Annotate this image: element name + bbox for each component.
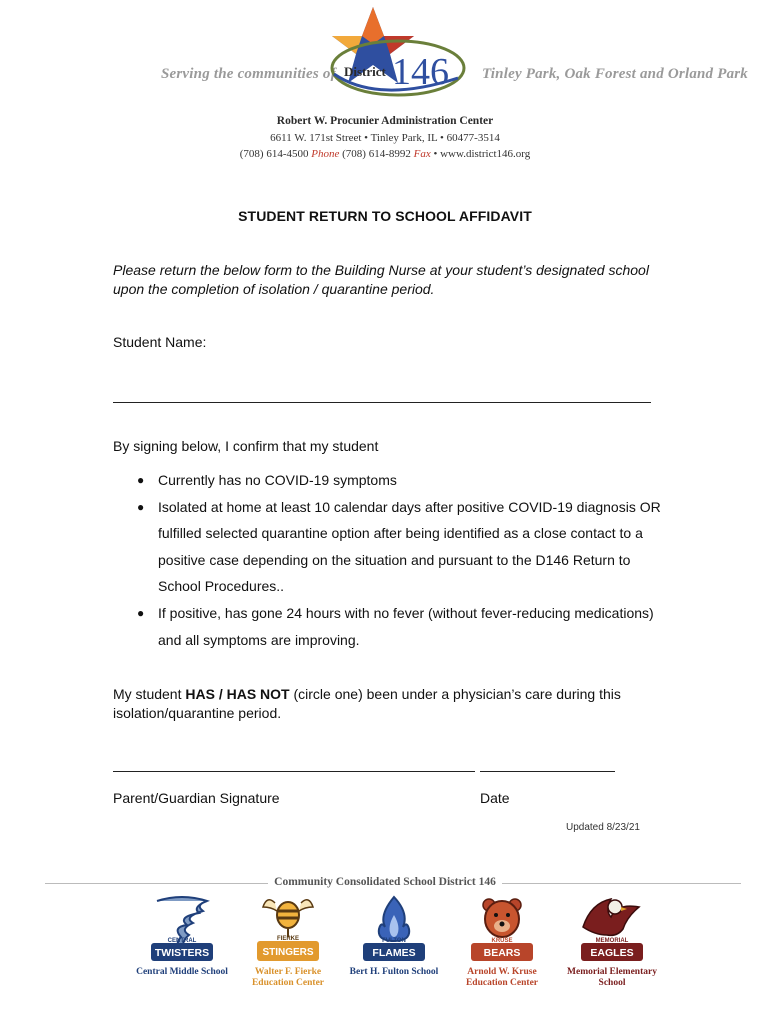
- signature-line[interactable]: [113, 771, 475, 772]
- phone-label: Phone: [311, 148, 340, 160]
- fax-label: Fax: [413, 148, 431, 160]
- bullet-text: If positive, has gone 24 hours with no fever (without fever-reducing medications) and all symptoms are improving.: [158, 604, 654, 648]
- school-name: Central Middle School: [136, 967, 228, 977]
- school-kruse: [447, 893, 557, 989]
- svg-text:MEMORIAL: MEMORIAL: [595, 938, 629, 944]
- has-has-not-choice[interactable]: HAS / HAS NOT: [185, 686, 290, 702]
- physician-suffix: (circle one) been under a physician’s care during this isolation/quarantine period.: [113, 686, 621, 721]
- confirm-text: By signing below, I confirm that my student: [113, 438, 379, 454]
- school-fulton: [339, 893, 449, 978]
- bullet-text: Currently has no COVID-19 symptoms: [158, 472, 397, 488]
- school-memorial: [557, 893, 667, 989]
- updated-date: Updated 8/23/21: [566, 822, 640, 833]
- svg-text:FULTON: FULTON: [382, 938, 406, 944]
- logo-word: District: [344, 64, 386, 79]
- school-name: Walter F. Fierke Education Center: [251, 967, 325, 988]
- eagle-icon: [577, 893, 647, 965]
- form-title: STUDENT RETURN TO SCHOOL AFFIDAVIT: [238, 208, 532, 224]
- svg-text:EAGLES: EAGLES: [590, 947, 634, 959]
- bullet-text: Isolated at home at least 10 calendar days after positive COVID-19 diagnosis OR fulfilled selected quarantine option after being identified as a close contact to a positive case depending on the situation and pursuant to the D146 Return to School Procedures..: [158, 498, 661, 595]
- physician-statement: [113, 685, 673, 723]
- admin-center-name: Robert W. Procunier Administration Center: [276, 115, 494, 127]
- list-item: [113, 600, 673, 653]
- list-item: [113, 467, 673, 494]
- hornet-icon: [253, 893, 323, 965]
- footer-title-text: Community Consolidated School District 146: [268, 876, 502, 888]
- svg-text:CENTRAL: CENTRAL: [167, 938, 197, 944]
- admin-address: 6611 W. 171st Street • Tinley Park, IL • 60477-3514: [270, 132, 500, 144]
- district-146-logo: [318, 4, 468, 104]
- form-intro: Please return the below form to the Building Nurse at your student’s designated school upon the completion of isolation / quarantine period.: [113, 262, 649, 297]
- svg-text:TWISTERS: TWISTERS: [154, 947, 210, 959]
- svg-text:KRUSE: KRUSE: [491, 938, 513, 944]
- physician-prefix: My student: [113, 686, 186, 702]
- website: • www.district146.org: [433, 148, 531, 160]
- logo-number: 146: [392, 51, 449, 93]
- svg-text:BEARS: BEARS: [483, 947, 521, 959]
- svg-text:STINGERS: STINGERS: [262, 947, 314, 958]
- student-name-label: Student Name:: [113, 334, 207, 350]
- footer-title: [0, 876, 770, 888]
- student-name-line[interactable]: [113, 402, 651, 403]
- fax-number: (708) 614-8992: [342, 148, 411, 160]
- list-item: [113, 494, 673, 600]
- twister-icon: [147, 893, 217, 965]
- date-label: Date: [480, 790, 510, 806]
- phone-number: (708) 614-4500: [239, 148, 309, 160]
- school-name: Arnold W. Kruse Education Center: [465, 967, 539, 988]
- letterhead-left-text: Serving the communities of: [161, 66, 336, 82]
- svg-text:FIERKE: FIERKE: [276, 936, 300, 942]
- confirm-bullet-list: [113, 467, 673, 653]
- admin-contact: [0, 148, 770, 160]
- svg-text:FLAMES: FLAMES: [372, 947, 416, 959]
- date-line[interactable]: [480, 771, 615, 772]
- signature-label: Parent/Guardian Signature: [113, 790, 280, 806]
- school-name: Memorial Elementary School: [567, 967, 657, 988]
- bear-icon: [467, 893, 537, 965]
- letterhead-right-text: Tinley Park, Oak Forest and Orland Park: [482, 66, 749, 82]
- bullet-icon: ●: [137, 605, 145, 620]
- bullet-icon: ●: [137, 499, 145, 514]
- flame-icon: [359, 893, 429, 965]
- school-name: Bert H. Fulton School: [349, 967, 439, 977]
- school-fierke: [233, 893, 343, 989]
- school-central: [127, 893, 237, 978]
- bullet-icon: ●: [137, 473, 145, 487]
